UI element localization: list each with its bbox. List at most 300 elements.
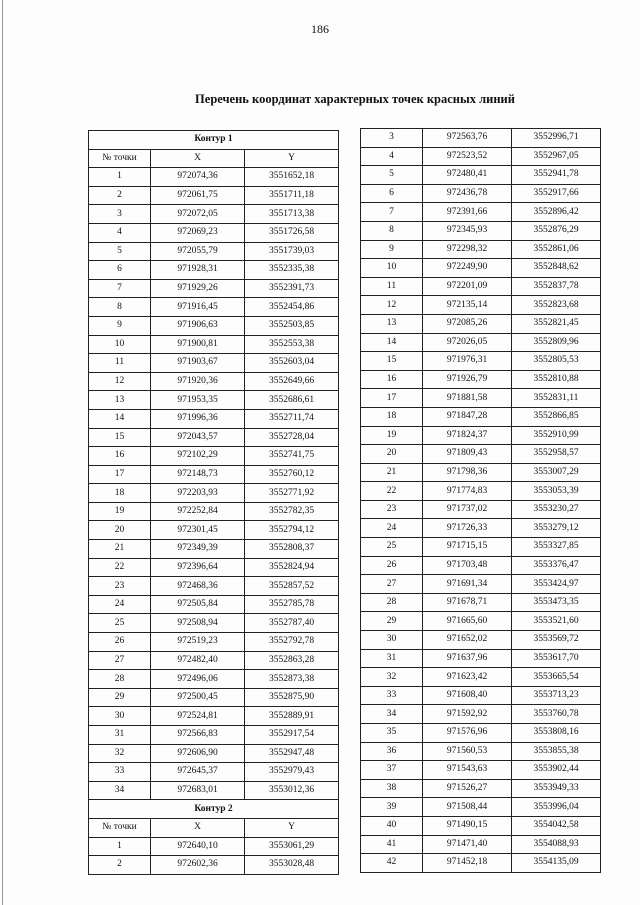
x-coordinate-cell: 972249,90	[423, 259, 512, 278]
table-row	[361, 407, 601, 426]
y-coordinate-cell: 3553521,60	[512, 612, 601, 631]
point-number-cell: 32	[361, 668, 423, 687]
point-number-cell: 31	[89, 726, 151, 745]
table-row	[361, 277, 601, 296]
y-header: Y	[245, 149, 339, 168]
table-row	[361, 686, 601, 705]
x-coordinate-cell: 972301,45	[151, 521, 245, 540]
point-number-cell: 14	[89, 409, 151, 428]
y-coordinate-cell: 3552873,38	[245, 670, 339, 689]
x-coordinate-cell: 972436,78	[423, 184, 512, 203]
y-coordinate-cell: 3552787,40	[245, 614, 339, 633]
point-number-cell: 4	[361, 147, 423, 166]
page-title: Перечень координат характерных точек красных линий	[195, 92, 515, 106]
table-row	[361, 221, 601, 240]
point-number-cell: 13	[89, 391, 151, 410]
point-number-cell: 5	[361, 166, 423, 185]
table-row	[89, 186, 339, 205]
y-coordinate-cell: 3552785,78	[245, 595, 339, 614]
table-row	[89, 744, 339, 763]
point-number-cell: 16	[361, 370, 423, 389]
point-number-cell: 9	[89, 316, 151, 335]
x-coordinate-cell: 972480,41	[423, 166, 512, 185]
coordinates-table-left	[88, 130, 339, 875]
y-header: Y	[245, 818, 339, 837]
y-coordinate-cell: 3552728,04	[245, 428, 339, 447]
y-coordinate-cell: 3553569,72	[512, 631, 601, 650]
y-coordinate-cell: 3552553,38	[245, 335, 339, 354]
point-number-cell: 1	[89, 837, 151, 856]
table-row	[361, 519, 601, 538]
x-coordinate-cell: 972085,26	[423, 314, 512, 333]
y-coordinate-cell: 3552711,74	[245, 409, 339, 428]
y-coordinate-cell: 3553327,85	[512, 538, 601, 557]
point-number-cell: 14	[361, 333, 423, 352]
y-coordinate-cell: 3552941,78	[512, 166, 601, 185]
y-coordinate-cell: 3552823,68	[512, 296, 601, 315]
table-row	[89, 688, 339, 707]
point-number-header: № точки	[89, 149, 151, 168]
x-coordinate-cell: 972135,14	[423, 296, 512, 315]
point-number-cell: 8	[361, 221, 423, 240]
y-coordinate-cell: 3553808,16	[512, 724, 601, 743]
x-header: X	[151, 818, 245, 837]
table-row	[89, 781, 339, 800]
point-number-cell: 4	[89, 223, 151, 242]
x-coordinate-cell: 972396,64	[151, 558, 245, 577]
point-number-cell: 19	[361, 426, 423, 445]
point-number-cell: 29	[361, 612, 423, 631]
y-coordinate-cell: 3552866,85	[512, 407, 601, 426]
contour-2-header-row	[89, 818, 339, 837]
x-coordinate-cell: 972026,05	[423, 333, 512, 352]
y-coordinate-cell: 3552947,48	[245, 744, 339, 763]
table-row	[361, 463, 601, 482]
y-coordinate-cell: 3551711,18	[245, 186, 339, 205]
table-row	[361, 668, 601, 687]
table-row	[89, 726, 339, 745]
x-coordinate-cell: 971916,45	[151, 298, 245, 317]
table-row	[89, 205, 339, 224]
y-coordinate-cell: 3553855,38	[512, 742, 601, 761]
table-row	[361, 724, 601, 743]
point-number-cell: 32	[89, 744, 151, 763]
y-coordinate-cell: 3553996,04	[512, 798, 601, 817]
table-row	[361, 482, 601, 501]
x-coordinate-cell: 971623,42	[423, 668, 512, 687]
point-number-cell: 18	[89, 484, 151, 503]
coordinates-table-right	[360, 128, 601, 873]
x-coordinate-cell: 972102,29	[151, 447, 245, 466]
y-coordinate-cell: 3552967,05	[512, 147, 601, 166]
table-row	[89, 409, 339, 428]
y-coordinate-cell: 3552810,88	[512, 370, 601, 389]
x-coordinate-cell: 971560,53	[423, 742, 512, 761]
point-number-cell: 12	[89, 372, 151, 391]
y-coordinate-cell: 3552805,53	[512, 352, 601, 371]
table-row	[361, 147, 601, 166]
y-coordinate-cell: 3553949,33	[512, 779, 601, 798]
table-row	[89, 279, 339, 298]
point-number-cell: 26	[361, 556, 423, 575]
x-coordinate-cell: 971906,63	[151, 316, 245, 335]
y-coordinate-cell: 3552686,61	[245, 391, 339, 410]
table-row	[89, 502, 339, 521]
table-row	[89, 447, 339, 466]
table-row	[361, 426, 601, 445]
table-row	[89, 484, 339, 503]
point-number-cell: 30	[89, 707, 151, 726]
x-coordinate-cell: 971678,71	[423, 593, 512, 612]
point-number-cell: 17	[361, 389, 423, 408]
x-coordinate-cell: 971526,27	[423, 779, 512, 798]
x-coordinate-cell: 972148,73	[151, 465, 245, 484]
x-coordinate-cell: 971508,44	[423, 798, 512, 817]
x-coordinate-cell: 971929,26	[151, 279, 245, 298]
y-coordinate-cell: 3551739,03	[245, 242, 339, 261]
x-coordinate-cell: 971652,02	[423, 631, 512, 650]
point-number-cell: 21	[89, 540, 151, 559]
x-coordinate-cell: 971900,81	[151, 335, 245, 354]
point-number-cell: 7	[361, 203, 423, 222]
contour-1-header-row	[89, 149, 339, 168]
x-coordinate-cell: 972203,93	[151, 484, 245, 503]
point-number-cell: 25	[89, 614, 151, 633]
x-coordinate-cell: 971928,31	[151, 261, 245, 280]
y-coordinate-cell: 3552837,78	[512, 277, 601, 296]
x-coordinate-cell: 971737,02	[423, 500, 512, 519]
x-coordinate-cell: 972252,84	[151, 502, 245, 521]
y-coordinate-cell: 3551652,18	[245, 168, 339, 187]
y-coordinate-cell: 3552857,52	[245, 577, 339, 596]
table-row	[361, 649, 601, 668]
table-row	[361, 333, 601, 352]
x-coordinate-cell: 972505,84	[151, 595, 245, 614]
point-number-cell: 19	[89, 502, 151, 521]
x-coordinate-cell: 972606,90	[151, 744, 245, 763]
x-coordinate-cell: 972074,36	[151, 168, 245, 187]
x-coordinate-cell: 972508,94	[151, 614, 245, 633]
y-coordinate-cell: 3553617,70	[512, 649, 601, 668]
point-number-cell: 11	[361, 277, 423, 296]
y-coordinate-cell: 3552889,91	[245, 707, 339, 726]
y-coordinate-cell: 3551713,38	[245, 205, 339, 224]
point-number-cell: 33	[361, 686, 423, 705]
point-number-cell: 35	[361, 724, 423, 743]
table-row	[89, 335, 339, 354]
y-coordinate-cell: 3553061,29	[245, 837, 339, 856]
table-row	[89, 428, 339, 447]
table-row	[89, 298, 339, 317]
table-row	[89, 595, 339, 614]
y-coordinate-cell: 3552391,73	[245, 279, 339, 298]
table-row	[361, 203, 601, 222]
table-row	[361, 556, 601, 575]
x-coordinate-cell: 972345,93	[423, 221, 512, 240]
point-number-cell: 25	[361, 538, 423, 557]
table-row	[361, 296, 601, 315]
table-row	[89, 707, 339, 726]
y-coordinate-cell: 3554042,58	[512, 816, 601, 835]
table-row	[361, 742, 601, 761]
x-coordinate-cell: 971715,15	[423, 538, 512, 557]
table-row	[361, 314, 601, 333]
y-coordinate-cell: 3553279,12	[512, 519, 601, 538]
x-coordinate-cell: 971471,40	[423, 835, 512, 854]
x-coordinate-cell: 972500,45	[151, 688, 245, 707]
page-margin-line	[2, 0, 3, 905]
y-coordinate-cell: 3552603,04	[245, 354, 339, 373]
x-coordinate-cell: 972640,10	[151, 837, 245, 856]
y-coordinate-cell: 3553713,23	[512, 686, 601, 705]
point-number-cell: 15	[361, 352, 423, 371]
table-row	[89, 651, 339, 670]
point-number-cell: 6	[361, 184, 423, 203]
x-coordinate-cell: 972523,52	[423, 147, 512, 166]
table-row	[89, 837, 339, 856]
point-number-cell: 40	[361, 816, 423, 835]
y-coordinate-cell: 3552824,94	[245, 558, 339, 577]
page-number: 186	[311, 22, 329, 36]
point-number-cell: 24	[361, 519, 423, 538]
point-number-cell: 34	[361, 705, 423, 724]
x-coordinate-cell: 972563,76	[423, 129, 512, 148]
point-number-cell: 27	[89, 651, 151, 670]
y-coordinate-cell: 3552910,99	[512, 426, 601, 445]
point-number-header: № точки	[89, 818, 151, 837]
x-coordinate-cell: 971926,79	[423, 370, 512, 389]
table-row	[89, 540, 339, 559]
table-row	[361, 389, 601, 408]
y-coordinate-cell: 3552958,57	[512, 445, 601, 464]
x-coordinate-cell: 971920,36	[151, 372, 245, 391]
point-number-cell: 42	[361, 854, 423, 873]
point-number-cell: 39	[361, 798, 423, 817]
table-row	[361, 631, 601, 650]
x-coordinate-cell: 971953,35	[151, 391, 245, 410]
table-row	[89, 242, 339, 261]
y-coordinate-cell: 3553902,44	[512, 761, 601, 780]
x-coordinate-cell: 972645,37	[151, 763, 245, 782]
x-coordinate-cell: 971996,36	[151, 409, 245, 428]
table-row	[89, 856, 339, 875]
y-coordinate-cell: 3552649,66	[245, 372, 339, 391]
table-row	[361, 779, 601, 798]
table-row	[361, 761, 601, 780]
x-coordinate-cell: 971847,28	[423, 407, 512, 426]
table-row	[89, 577, 339, 596]
point-number-cell: 21	[361, 463, 423, 482]
table-row	[89, 372, 339, 391]
y-coordinate-cell: 3552821,45	[512, 314, 601, 333]
table-row	[361, 575, 601, 594]
y-coordinate-cell: 3552876,29	[512, 221, 601, 240]
y-coordinate-cell: 3552792,78	[245, 633, 339, 652]
x-coordinate-cell: 972482,40	[151, 651, 245, 670]
contour-2-title	[89, 800, 339, 819]
x-coordinate-cell: 972298,32	[423, 240, 512, 259]
point-number-cell: 3	[89, 205, 151, 224]
x-coordinate-cell: 971665,60	[423, 612, 512, 631]
point-number-cell: 15	[89, 428, 151, 447]
point-number-cell: 20	[361, 445, 423, 464]
point-number-cell: 2	[89, 856, 151, 875]
point-number-cell: 11	[89, 354, 151, 373]
point-number-cell: 10	[89, 335, 151, 354]
x-coordinate-cell: 971903,67	[151, 354, 245, 373]
y-coordinate-cell: 3552771,92	[245, 484, 339, 503]
table-row	[89, 521, 339, 540]
x-coordinate-cell: 972519,23	[151, 633, 245, 652]
x-coordinate-cell: 972349,39	[151, 540, 245, 559]
y-coordinate-cell: 3552794,12	[245, 521, 339, 540]
x-coordinate-cell: 971543,63	[423, 761, 512, 780]
x-coordinate-cell: 971774,83	[423, 482, 512, 501]
x-coordinate-cell: 972201,09	[423, 277, 512, 296]
contour-1-title	[89, 131, 339, 150]
x-coordinate-cell: 972043,57	[151, 428, 245, 447]
x-coordinate-cell: 971726,33	[423, 519, 512, 538]
x-coordinate-cell: 971452,18	[423, 854, 512, 873]
point-number-cell: 27	[361, 575, 423, 594]
point-number-cell: 29	[89, 688, 151, 707]
table-row	[361, 240, 601, 259]
point-number-cell: 17	[89, 465, 151, 484]
point-number-cell: 9	[361, 240, 423, 259]
point-number-cell: 7	[89, 279, 151, 298]
table-row	[361, 166, 601, 185]
y-coordinate-cell: 3552503,85	[245, 316, 339, 335]
table-row	[89, 223, 339, 242]
point-number-cell: 18	[361, 407, 423, 426]
point-number-cell: 3	[361, 129, 423, 148]
table-row	[361, 593, 601, 612]
table-row	[89, 316, 339, 335]
y-coordinate-cell: 3553007,29	[512, 463, 601, 482]
x-coordinate-cell: 971703,48	[423, 556, 512, 575]
x-coordinate-cell: 971608,40	[423, 686, 512, 705]
x-coordinate-cell: 971881,58	[423, 389, 512, 408]
y-coordinate-cell: 3552863,28	[245, 651, 339, 670]
table-row	[361, 816, 601, 835]
y-coordinate-cell: 3554088,93	[512, 835, 601, 854]
table-row	[89, 261, 339, 280]
x-coordinate-cell: 972061,75	[151, 186, 245, 205]
table-row	[89, 614, 339, 633]
point-number-cell: 22	[361, 482, 423, 501]
y-coordinate-cell: 3553424,97	[512, 575, 601, 594]
table-row	[89, 763, 339, 782]
x-coordinate-cell: 972496,06	[151, 670, 245, 689]
y-coordinate-cell: 3552782,35	[245, 502, 339, 521]
point-number-cell: 23	[89, 577, 151, 596]
table-row	[361, 184, 601, 203]
x-coordinate-cell: 972069,23	[151, 223, 245, 242]
y-coordinate-cell: 3552896,42	[512, 203, 601, 222]
point-number-cell: 26	[89, 633, 151, 652]
point-number-cell: 36	[361, 742, 423, 761]
y-coordinate-cell: 3553053,39	[512, 482, 601, 501]
point-number-cell: 28	[361, 593, 423, 612]
table-row	[89, 465, 339, 484]
table-row	[361, 538, 601, 557]
table-row	[361, 705, 601, 724]
table-row	[89, 670, 339, 689]
y-coordinate-cell: 3552808,37	[245, 540, 339, 559]
point-number-cell: 13	[361, 314, 423, 333]
y-coordinate-cell: 3553665,54	[512, 668, 601, 687]
x-header: X	[151, 149, 245, 168]
point-number-cell: 22	[89, 558, 151, 577]
y-coordinate-cell: 3553376,47	[512, 556, 601, 575]
point-number-cell: 1	[89, 168, 151, 187]
y-coordinate-cell: 3551726,58	[245, 223, 339, 242]
y-coordinate-cell: 3552917,66	[512, 184, 601, 203]
x-coordinate-cell: 971576,96	[423, 724, 512, 743]
y-coordinate-cell: 3552741,75	[245, 447, 339, 466]
point-number-cell: 23	[361, 500, 423, 519]
y-coordinate-cell: 3553012,36	[245, 781, 339, 800]
x-coordinate-cell: 971809,43	[423, 445, 512, 464]
point-number-cell: 28	[89, 670, 151, 689]
point-number-cell: 5	[89, 242, 151, 261]
x-coordinate-cell: 972524,81	[151, 707, 245, 726]
table-row	[89, 391, 339, 410]
y-coordinate-cell: 3552760,12	[245, 465, 339, 484]
table-row	[89, 558, 339, 577]
y-coordinate-cell: 3552831,11	[512, 389, 601, 408]
point-number-cell: 2	[89, 186, 151, 205]
x-coordinate-cell: 972602,36	[151, 856, 245, 875]
x-coordinate-cell: 972566,83	[151, 726, 245, 745]
table-row	[89, 168, 339, 187]
point-number-cell: 20	[89, 521, 151, 540]
x-coordinate-cell: 972072,05	[151, 205, 245, 224]
point-number-cell: 30	[361, 631, 423, 650]
point-number-cell: 6	[89, 261, 151, 280]
x-coordinate-cell: 972391,66	[423, 203, 512, 222]
table-row	[361, 798, 601, 817]
table-row	[361, 854, 601, 873]
x-coordinate-cell: 971592,92	[423, 705, 512, 724]
contour-1-title-label: Контур 1	[89, 131, 339, 150]
point-number-cell: 38	[361, 779, 423, 798]
y-coordinate-cell: 3553473,35	[512, 593, 601, 612]
y-coordinate-cell: 3552861,06	[512, 240, 601, 259]
table-row	[89, 633, 339, 652]
y-coordinate-cell: 3553230,27	[512, 500, 601, 519]
table-row	[361, 445, 601, 464]
x-coordinate-cell: 971691,34	[423, 575, 512, 594]
point-number-cell: 37	[361, 761, 423, 780]
table-row	[361, 612, 601, 631]
table-row	[361, 352, 601, 371]
point-number-cell: 41	[361, 835, 423, 854]
point-number-cell: 31	[361, 649, 423, 668]
table-row	[361, 370, 601, 389]
x-coordinate-cell: 971637,96	[423, 649, 512, 668]
y-coordinate-cell: 3552809,96	[512, 333, 601, 352]
y-coordinate-cell: 3552875,90	[245, 688, 339, 707]
x-coordinate-cell: 971976,31	[423, 352, 512, 371]
x-coordinate-cell: 972683,01	[151, 781, 245, 800]
y-coordinate-cell: 3552848,62	[512, 259, 601, 278]
table-row	[89, 354, 339, 373]
point-number-cell: 33	[89, 763, 151, 782]
point-number-cell: 8	[89, 298, 151, 317]
point-number-cell: 34	[89, 781, 151, 800]
y-coordinate-cell: 3552454,86	[245, 298, 339, 317]
